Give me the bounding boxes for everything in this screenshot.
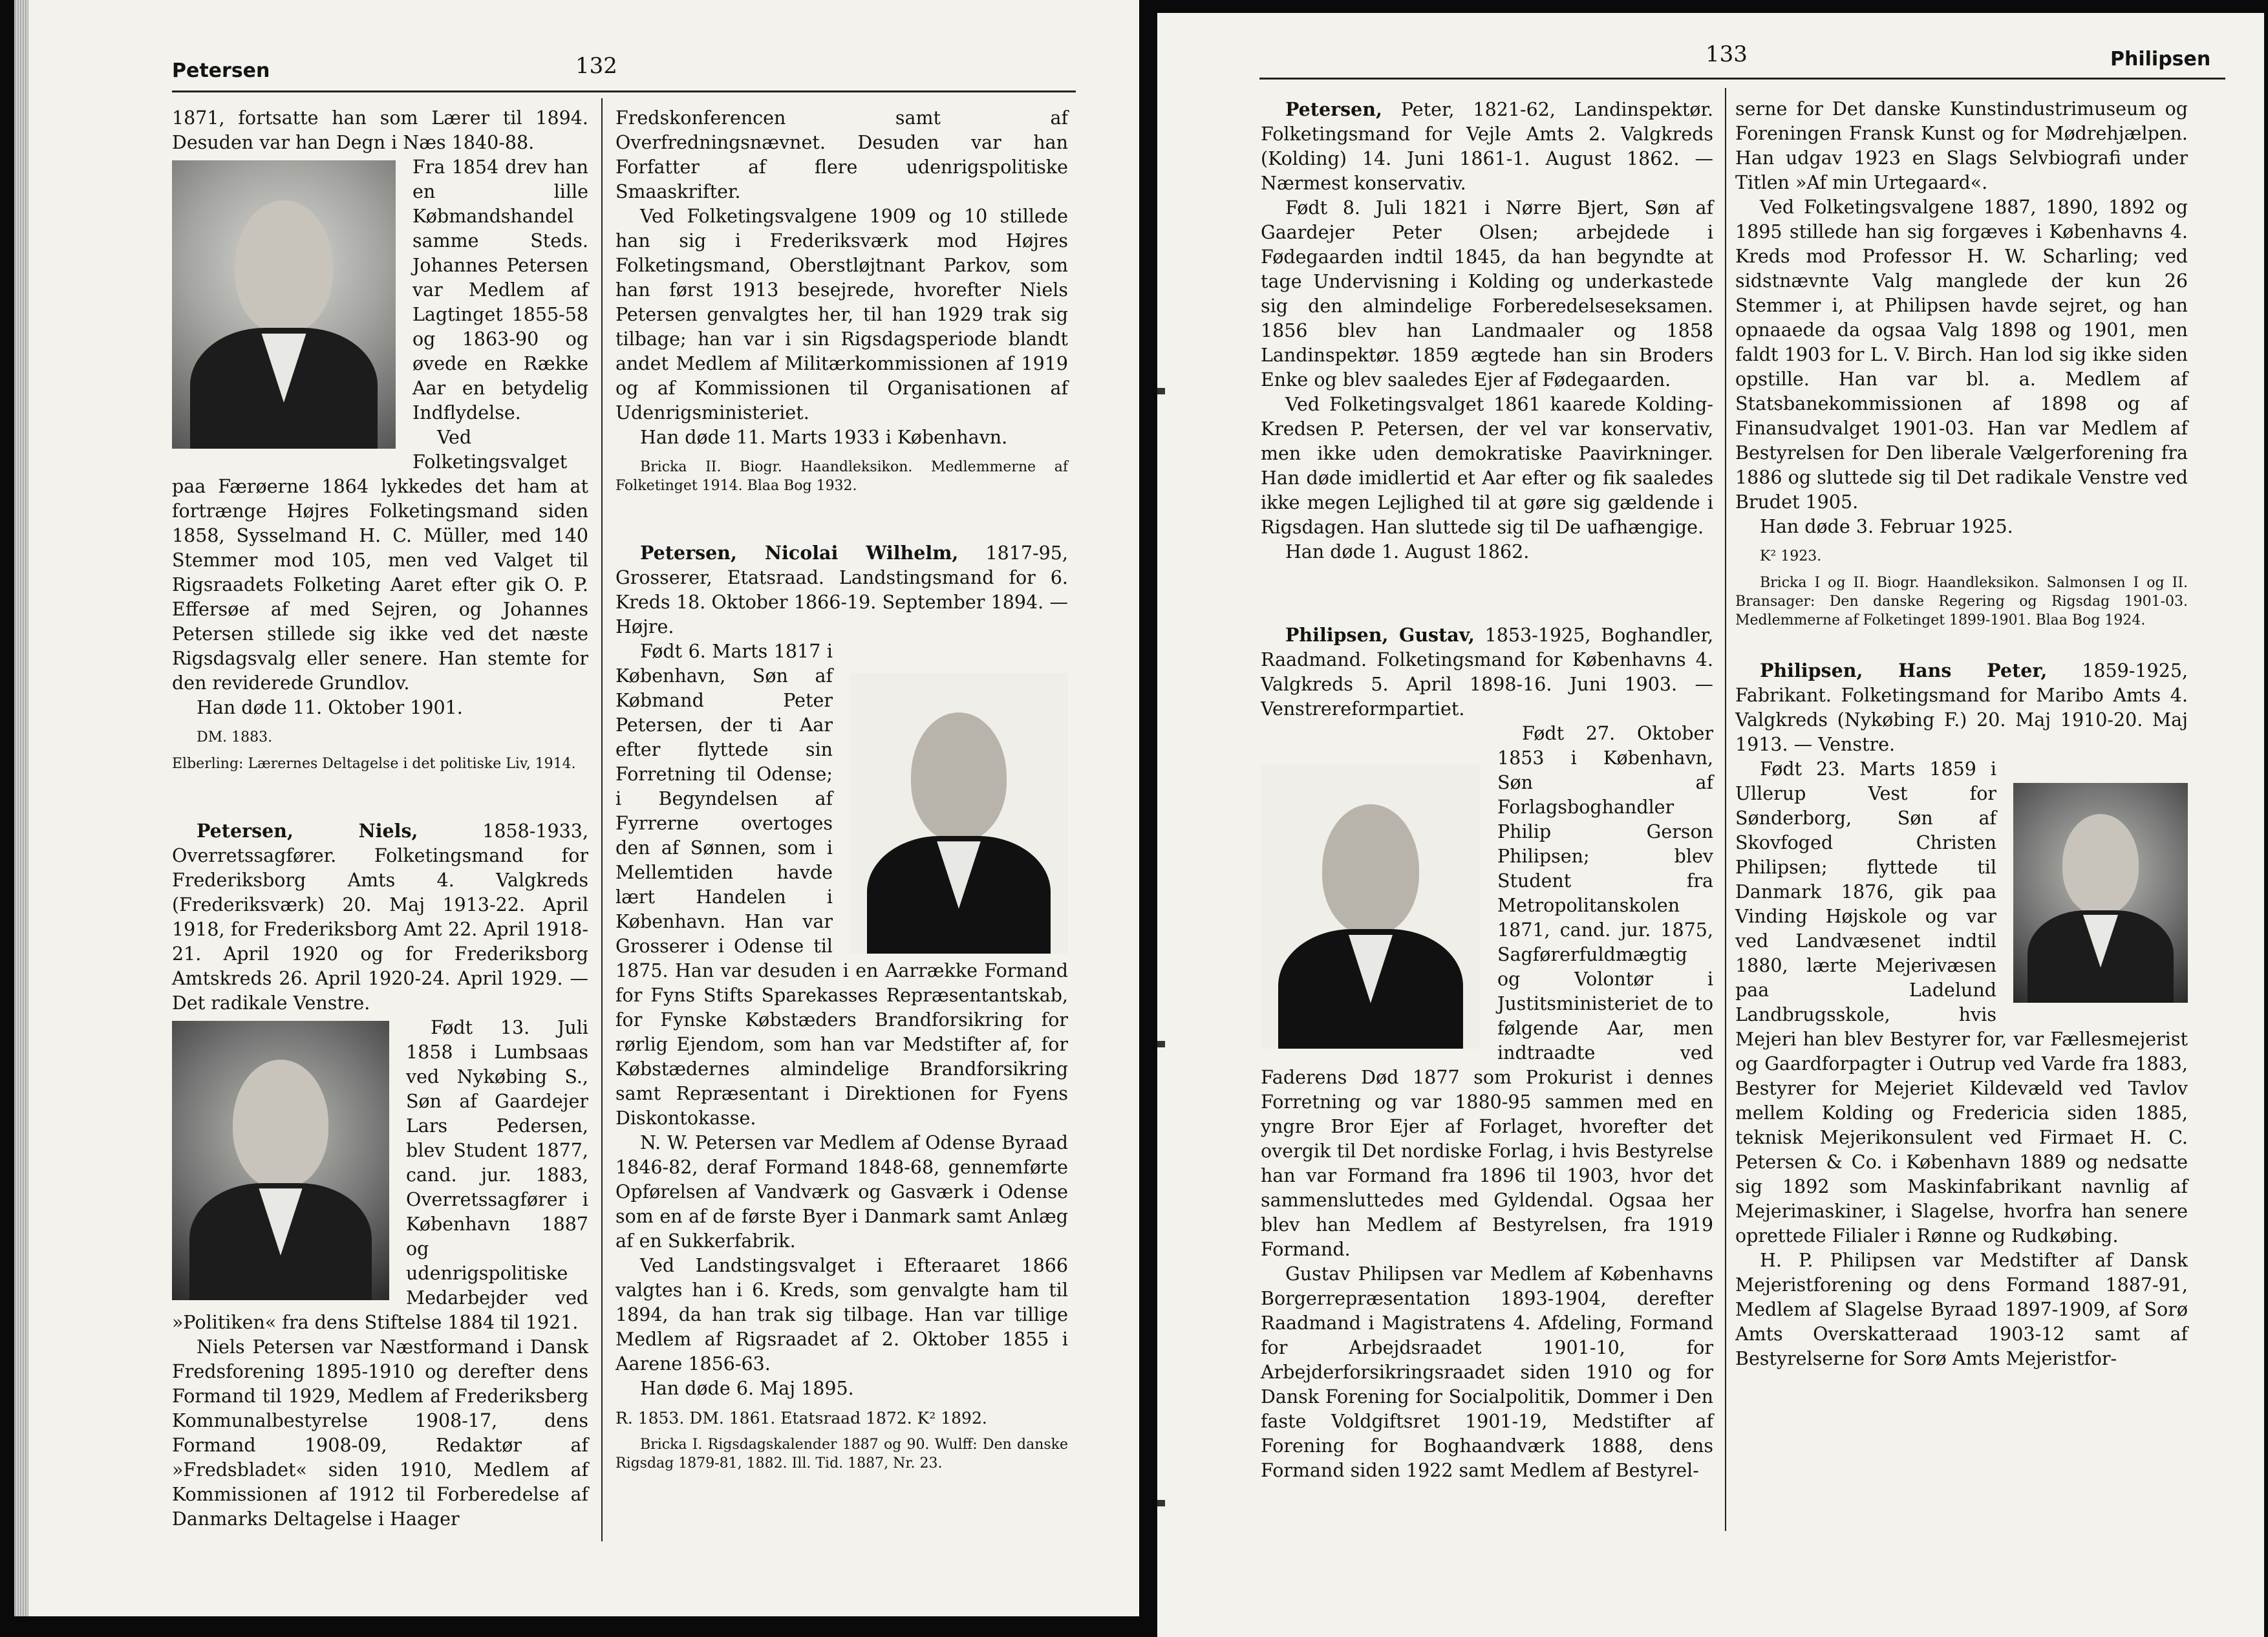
entry-intro: 1858-1933, Overretssagfører. Folketingsmand for Frederiksborg Amts 4. Valgkreds (Frederiksværk) 20. Maj 1913-22. April 1918, for Frederiksborg Amt 22. April 1918-21. April 1920 og for Frederiksborg Amtskreds 26. April 1920-24. April 1929. — Det radikale Venstre.: [172, 820, 588, 1014]
right-header-name: Philipsen: [2110, 48, 2211, 70]
entry-paragraph: Født 6. Marts 1817 i København, Søn af Købmand Peter Petersen, der ti Aar efter flyttede sin Forretning til Odense; i Begyndelsen af Fyrrerne overtoges den af Sønnen, som i Mellemtiden havde lært Handelen i København. Han var Grosserer i Odense til 1875. Han var desuden i en Aarrække Formand for Fyns Stifts Sparekasses Repræsentantskab, for Fynske Købstæders Brandforsikring for rørlig Ejendom, som han var Medstifter af, for Købstædernes almindelige Brandforsikring samt Repræsentant i Direktionen for Fyens Diskontokasse.: [615, 641, 1068, 1129]
header-rule: [1259, 78, 2225, 80]
entry-paragraph: Født 8. Juli 1821 i Nørre Bjert, Søn af Gaardejer Peter Olsen; arbejdede i Fødegaarden indtil 1845, da han begyndte at tage Undervisning i Kolding og underkastede sig den almindelige Forberedelseseksamen. 1856 blev han Landmaaler og 1858 Landinspektør. 1859 ægtede han sin Broders Enke og blev saaledes Ejer af Fødegaarden.: [1261, 197, 1713, 391]
entry-paragraph: Ved Folketingsvalget 1861 kaarede Kolding-Kredsen P. Petersen, der vel var konservativ, men ikke uden demokratiske Paavirkninger. Han døde imidlertid et Aar efter og fik saaledes ikke megen Lejlighed til at gøre sig gældende i Rigsdagen. Han sluttede sig til De uafhængige.: [1261, 394, 1713, 538]
entry-continuation: 1871, fortsatte han som Lærer til 1894. Desuden var han Degn i Næs 1840-88.: [172, 107, 588, 153]
right-page-number: 133: [1706, 41, 1748, 67]
portrait-niels-petersen: [172, 1021, 389, 1300]
entry-heading: Petersen,: [1285, 98, 1382, 120]
death-note: Han døde 1. August 1862.: [1285, 541, 1530, 562]
death-note: Han døde 11. Oktober 1901.: [197, 697, 463, 718]
entry-gustav-philipsen: [1261, 623, 1713, 722]
entry-paragraph: Født 23. Marts 1859 i Ullerup Vest for Sønderborg, Søn af Skovfoged Christen Philipsen; flyttede til Danmark 1876, gik paa Vinding Højskole og var ved Landvæsenet indtil 1880, lærte Mejerivæsen paa Ladelund Landbrugsskole, hvis Mejeri han blev Bestyrer for, var Fællesmejerist og Gaardforpagter i Outrup ved Varde fra 1883, Bestyrer for Mejeriet Kildevæld ved Tavlov mellem Kolding og Fredericia siden 1885, teknisk Mejerikonsulent ved Firmaet H. C. Petersen & Co. i København 1889 og nedsatte sig 1892 som Maskinfabrikant navnlig af Mejerimaskiner, i Slagelse, hvorfra han senere oprettede Filialer i Rønne og Rudkøbing.: [1735, 758, 2188, 1246]
entry-intro: 1853-1925, Boghandler, Raadmand. Folketingsmand for Københavns 4. Valgkreds 5. April 1898-16. Juni 1903. — Venstrereformpartiet.: [1261, 625, 1714, 720]
header-rule: [172, 91, 1076, 92]
entry-paragraph: Født 13. Juli 1858 i Lumbsaas ved Nykøbing S., Søn af Gaardejer Lars Pedersen, blev Student 1877, cand. jur. 1883, Overretssagfører i København 1887 og udenrigspolitiske Medarbejder ved »Politiken« fra dens Stiftelse 1884 til 1921.: [172, 1017, 588, 1333]
entry-paragraph: Fra 1854 drev han en lille Købmandshandel samme Steds. Johannes Petersen var Medlem af Lagtinget 1855-58 og 1863-90 og øvede en Række Aar en betydelig Indflydelse.: [412, 156, 588, 423]
entry-heading: Petersen, Niels,: [197, 820, 418, 842]
entry-paragraph: Gustav Philipsen var Medlem af Københavns Borgerrepræsentation 1893-1904, derefter Raadmand i Magistratens 4. Afdeling, Formand for Arbejdsraadet 1901-10, for Arbejderforsikringsraadet siden 1910 og for Dansk Forening for Socialpolitik, Dommer i Den faste Voldgiftsret 1901-19, Medstifter af Forening for Boghaandværk 1888, dens Formand siden 1922 samt Medlem af Bestyrel-: [1261, 1263, 1713, 1481]
entry-continuation: serne for Det danske Kunstindustrimuseum og Foreningen Fransk Kunst og for Mødrehjælpen. Han udgav 1923 en Slags Selvbiografi under Titlen »Af min Urtegaard«.: [1735, 98, 2188, 193]
entry-paragraph: Ved Folketingsvalgene 1887, 1890, 1892 og 1895 stillede han sig forgæves i Københavns 4. Kreds mod Professor H. W. Scharling; ved sidstnævnte Valg manglede der kun 26 Stemmer i, at Philipsen havde sejret, og han opnaaede da ogsaa Valg 1898 og 1901, men faldt 1903 for L. V. Birch. Han lod sig ikke siden opstille. Han var bl. a. Medlem af Statsbanekommissionen af 1898 og af Finansudvalget 1901-03. Han var Medlem af Bestyrelsen for Den liberale Vælgerforening fra 1886 og sluttede sig til Det radikale Venstre ved Brudet 1905.: [1735, 197, 2188, 513]
entry-heading: Philipsen, Gustav,: [1285, 624, 1475, 646]
entry-paragraph: Ved Folketingsvalgene 1909 og 10 stillede han sig i Frederiksværk mod Højres Folketingsmand, Oberstløjtnant Parkov, som han først 1913 besejrede, hvorefter Niels Petersen genvalgtes her, til han 1929 trak sig tilbage; han var i sin Rigsdagsperiode blandt andet Medlem af Militærkommissionen af 1919 og af Kommissionen til Organisationen af Udenrigsministeriet.: [615, 206, 1068, 423]
binding-mark: [1157, 1041, 1165, 1047]
honors: DM. 1883.: [197, 729, 273, 745]
binding-mark: [1157, 388, 1165, 394]
entry-paragraph: H. P. Philipsen var Medstifter af Dansk Mejeristforening og dens Formand 1887-91, Medlem af Slagelse Byraad 1897-1909, af Sorø Amts Overskatteraad 1903-12 samt af Bestyrelserne for Sorø Amts Mejeristfor-: [1735, 1250, 2188, 1369]
right-column-1: [1261, 97, 1713, 1483]
entry-paragraph: N. W. Petersen var Medlem af Odense Byraad 1846-82, deraf Formand 1848-68, gennemførte Opførelsen af Vandværk og Gasværk i Odense som en af de første Byer i Danmark samt Anlæg af en Sukkerfabrik.: [615, 1132, 1068, 1252]
left-column-2: [615, 106, 1068, 1473]
source-note: Bricka I. Rigsdagskalender 1887 og 90. Wulff: Den danske Rigsdag 1879-81, 1882. Ill. Tid. 1887, Nr. 23.: [615, 1437, 1068, 1471]
entry-paragraph: Niels Petersen var Næstformand i Dansk Fredsforening 1895-1910 og derefter dens Formand til 1929, Medlem af Frederiksberg Kommunalbestyrelse 1908-17, dens Formand 1908-09, Redaktør af »Fredsbladet« siden 1910, Medlem af Kommissionen af 1912 til Forberedelse af Danmarks Deltagelse i Haager: [172, 1336, 588, 1530]
binding-mark: [1157, 1500, 1165, 1506]
portrait-nicolai-wilhelm-petersen: [850, 673, 1068, 954]
entry-paragraph: Ved Landstingsvalget i Efteraaret 1866 valgtes han i 6. Kreds, som genvalgte ham til 1894, da han trak sig tilbage. Han var tillige Medlem af Rigsraadet af 2. Oktober 1855 i Aarene 1856-63.: [615, 1255, 1068, 1375]
entry-intro: 1817-95, Grosserer, Etatsraad. Landstingsmand for 6. Kreds 18. Oktober 1866-19. September 1894. — Højre.: [615, 542, 1068, 637]
entry-continuation: Fredskonferencen samt af Overfredningsnævnet. Desuden var han Forfatter af flere udenrigspolitiske Smaaskrifter.: [615, 107, 1068, 202]
page-edge: [14, 0, 28, 1616]
entry-intro: Peter, 1821-62, Landinspektør. Folketingsmand for Vejle Amts 2. Valgkreds (Kolding) 14. Juni 1861-1. August 1862. — Nærmest konservativ.: [1261, 99, 1713, 194]
entry-intro: 1859-1925, Fabrikant. Folketingsmand for Maribo Amts 4. Valgkreds (Nykøbing F.) 20. Maj 1910-20. Maj 1913. — Venstre.: [1735, 660, 2188, 755]
entry-heading: Petersen, Nicolai Wilhelm,: [640, 542, 959, 564]
portrait-hans-peter-philipsen: [2013, 783, 2188, 1003]
portrait-gustav-philipsen: [1261, 764, 1481, 1049]
source-note: Bricka I og II. Biogr. Haandleksikon. Salmonsen I og II. Bransager: Den danske Regering og Rigsdag 1901-03. Medlemmerne af Folketinget 1899-1901. Blaa Bog 1924.: [1735, 575, 2188, 628]
death-note: Han døde 11. Marts 1933 i København.: [640, 427, 1008, 448]
entry-nicolai-wilhelm-petersen: [615, 540, 1068, 639]
source-note: Bricka II. Biogr. Haandleksikon. Medlemmerne af Folketinget 1914. Blaa Bog 1932.: [615, 459, 1068, 494]
left-page-number: 132: [575, 53, 617, 79]
entry-peter-petersen: [1261, 97, 1713, 196]
entry-paragraph: Ved Folketingsvalget paa Færøerne 1864 lykkedes det ham at fortrænge Højres Folketingsmand siden 1858, Sysselmand H. C. Müller, med 140 Stemmer mod 105, men ved Valget til Rigsraadets Folketing Aaret efter gik O. P. Effersøe af med Sejren, og Johannes Petersen stillede sig ikke ved det næste Rigsdagsvalg eller senere. Han stemte for den reviderede Grundlov.: [172, 427, 588, 694]
entry-heading: Philipsen, Hans Peter,: [1760, 659, 2048, 681]
source-note: Elberling: Lærernes Deltagelse i det politiske Liv, 1914.: [172, 756, 576, 772]
entry-niels-petersen: [172, 818, 588, 1016]
honors: R. 1853. DM. 1861. Etatsraad 1872. K² 1892.: [615, 1409, 987, 1428]
portrait-johannes-petersen: [172, 160, 396, 449]
honors: K² 1923.: [1760, 548, 1822, 564]
entry-hans-peter-philipsen: [1735, 658, 2188, 757]
left-column-1: [172, 106, 588, 1532]
right-column-2: [1735, 97, 2188, 1371]
left-page: [14, 0, 1139, 1616]
entry-paragraph: Født 27. Oktober 1853 i København, Søn af Forlagsboghandler Philip Gerson Philipsen; blev Student fra Metropolitanskolen 1871, cand. jur. 1875, Sagførerfuldmægtig og Volontør i Justitsministeriet de to følgende Aar, men indtraadte ved Faderens Død 1877 som Prokurist i dennes Forretning og var 1880-95 sammen med en yngre Bror Ejer af Forlaget, hvorefter det overgik til Det nordiske Forlag, i hvis Bestyrelse han var Formand fra 1896 til 1903, hvor det sammensluttedes med Gyldendal. Ogsaa her blev han Medlem af Bestyrelsen, fra 1919 Formand.: [1261, 723, 1713, 1260]
death-note: Han døde 6. Maj 1895.: [640, 1378, 854, 1399]
column-divider: [1725, 88, 1726, 1531]
column-divider: [601, 98, 603, 1541]
right-page: [1157, 13, 2264, 1637]
left-header-name: Petersen: [172, 59, 270, 82]
death-note: Han døde 3. Februar 1925.: [1760, 516, 2013, 537]
